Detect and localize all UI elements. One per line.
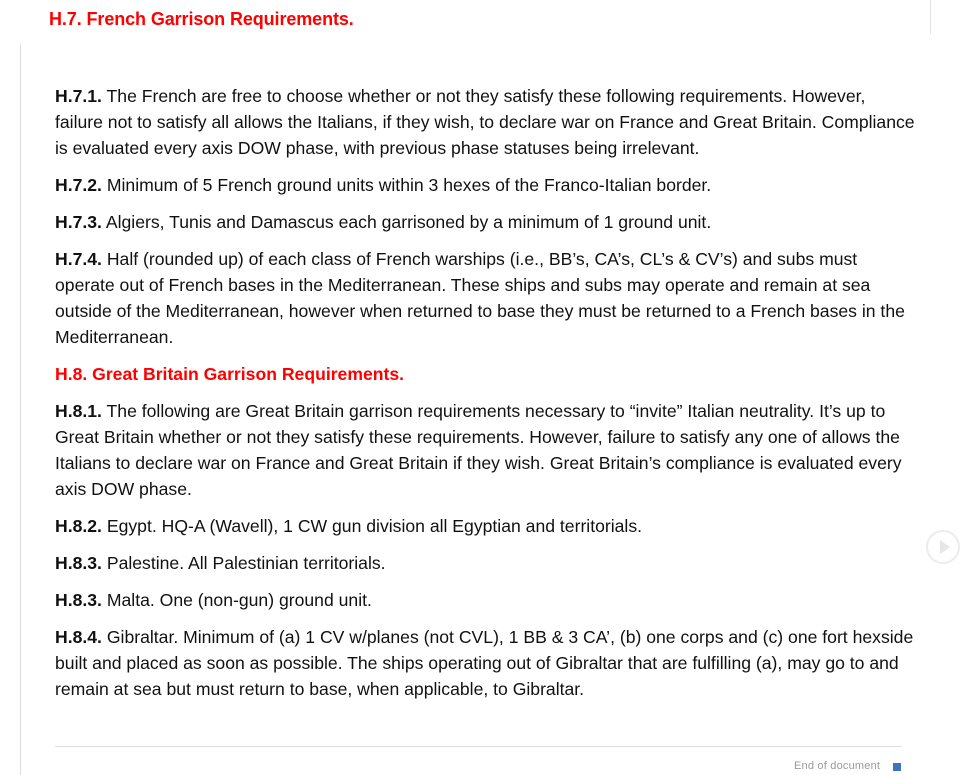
paragraph-h7-1 (55, 83, 915, 161)
paragraph-number: H.8.1. (55, 401, 102, 421)
paragraph-h8-1 (55, 398, 915, 502)
document-body (55, 83, 915, 713)
paragraph-text: Malta. One (non-gun) ground unit. (106, 590, 372, 610)
paragraph-number: H.8.3. (55, 590, 102, 610)
paragraph-text: Half (rounded up) of each class of French warships (i.e., BB’s, CA’s, CL’s & CV’s) and subs must operate out of French bases in the Mediterranean. These ships and subs may operate and remain at sea outside of the Mediterranean, however when returned to base they must be returned to a French bases in the Mediterranean. (55, 249, 905, 347)
paragraph-number: H.8.2. (55, 516, 102, 536)
paragraph-number: H.7.3. (55, 212, 102, 232)
paragraph-text: Gibraltar. Minimum of (a) 1 CV w/planes (not CVL), 1 BB & 3 CA’, (b) one corps and (c) one fort hexside built and placed as soon as possible. The ships operating out of Gibraltar that are fulfilling (a), may go to and remain at sea but must return to base, when applicable, to Gibraltar. (55, 627, 914, 699)
paragraph-h8-3-palestine (55, 550, 915, 576)
previous-page-edge (930, 0, 931, 34)
paragraph-number: H.8.4. (55, 627, 102, 647)
section-heading-h7: H.7. French Garrison Requirements. (49, 9, 354, 29)
paragraph-h7-4 (55, 246, 915, 350)
paragraph-number: H.8.3. (55, 553, 102, 573)
paragraph-number: H.7.1. (55, 86, 102, 106)
paragraph-h8-2 (55, 513, 915, 539)
paragraph-text: The French are free to choose whether or not they satisfy these following requirements. However, failure not to satisfy all allows the Italians, if they wish, to declare war on France and Great Britain. Compliance is evaluated every axis DOW phase, with previous phase statuses being irrelevant. (55, 86, 915, 158)
paragraph-h8-4 (55, 624, 915, 702)
paragraph-number: H.7.2. (55, 175, 102, 195)
end-of-document-label: End of document (794, 760, 881, 772)
paragraph-h8-3-malta (55, 587, 915, 613)
page-left-edge (20, 44, 21, 775)
square-icon (893, 763, 901, 771)
paragraph-text: Minimum of 5 French ground units within 3 hexes of the Franco-Italian border. (106, 175, 712, 195)
paragraph-text: Algiers, Tunis and Damascus each garrisoned by a minimum of 1 ground unit. (105, 212, 712, 232)
paragraph-h7-2 (55, 172, 915, 198)
paragraph-text: Egypt. HQ-A (Wavell), 1 CW gun division all Egyptian and territorials. (106, 516, 643, 536)
paragraph-text: Palestine. All Palestinian territorials. (106, 553, 386, 573)
paragraph-text: The following are Great Britain garrison requirements necessary to “invite” Italian neutrality. It’s up to Great Britain whether or not they satisfy these requirements. However, failure to satisfy any one of allows the Italians to declare war on France and Great Britain if they wish. Great Britain’s compliance is evaluated every axis DOW phase. (55, 401, 902, 499)
next-page-button[interactable] (926, 530, 960, 564)
section-heading-h8: H.8. Great Britain Garrison Requirements. (55, 364, 405, 384)
paragraph-h7-3 (55, 209, 915, 235)
play-circle-icon (940, 540, 950, 554)
end-of-document-divider (55, 746, 902, 747)
paragraph-number: H.7.4. (55, 249, 102, 269)
